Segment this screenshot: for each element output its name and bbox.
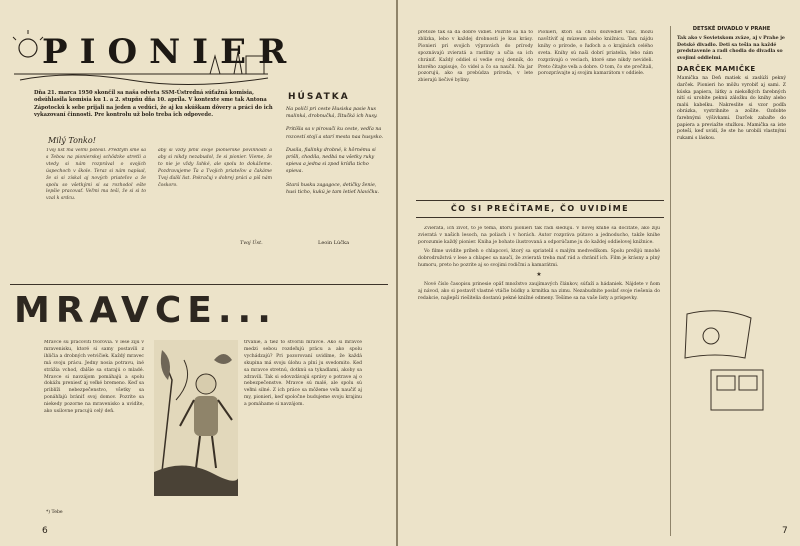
letter-signature: Tvoj Úst.	[240, 240, 263, 246]
letter-column-2: aby si vždy plnil svoje pionierske povinnosti a aby si nikdy nezabudol, že si pionier. Vieme, že to nie je vždy ľahké, ale spolu to dokážeme. Pozdravujeme Ťa a Tvojich priateľov a čakáme Tvoj ďalší list. Pokračuj v dobrej práci a píš nám čoskoro.	[158, 148, 272, 188]
letter-column-1: Tvoj list ma velmi potešil. Predtým sme sa s Tebou na pionierskej schôdzke stretli a vtedy si nám rozprával o svojich úspechoch v škole. Teraz si nám napísal, že si si získal aj nových priateľov a že spolu so všetkými si sa rozhodol ešte lepšie pracovať. Veľmi ma teší, že si si to vzal k srdcu.	[46, 148, 146, 202]
page-number-right: 7	[782, 526, 788, 536]
ant-illustration	[154, 340, 238, 496]
mravce-column-1: Mravce sú pracovití tvorovia. V lese žijú v mravenisku, ktoré si samy postavili z ihličia a drobných vetvičiek. Každý mravec má svoju prácu. Jedny nosia potravu, iné strážia vchod, ďalšie sa starajú o mladé. Mravce si navzájom pomáhajú a spolu dokážu preniesť aj veľké bremeno. Keď sa priblíži nebezpečenstvo, všetky sa ponáhľajú brániť svoj domov. Pozrite sa niekedy pozorne na mravenisko a uvidíte, ako usilovne pracujú celý deň.	[44, 340, 144, 415]
paragraph: Vo filme uvidíte príbeh o chlapcovi, ktorý sa spriatelil s malým medvedíkom. Spolu prežijú mnohé dobrodružstvá v lese a chlapec sa naučí, že zvieratá treba mať rád a chrániť ich. Film je krásny a plný humoru, preto ho pozrite aj so svojimi rodičmi a kamarátmi.	[418, 248, 660, 268]
husatka-title: HÚSATKA	[288, 92, 350, 102]
right-page	[398, 0, 800, 546]
left-page	[0, 0, 398, 546]
poem-verse: Na poličí pri ceste Husiska pasie hus malinká, drobnučká, žltučká ich husy.	[286, 107, 378, 120]
paragraph: Zvieratá, ich život, to je téma, ktorú pionieri tak radi sledujú. V novej knihe sa dočítate, ako žijú zvieratá v našich lesoch, na poliach i v horách. Autor rozpráva pútavo a jednoducho, takže knihe porozumie každý pionier. Kniha je bohato ilustrovaná a odporúčame ju do každej oddielovej knižnice.	[418, 226, 660, 245]
reading-section-header	[416, 200, 664, 218]
paragraph: Nové číslo časopisu prinesie opäť množstvo zaujímavých článkov, súťaží a hádaniek. Nájdete v ňom aj návod, ako si postaviť vlastné vtáčie búdky a krmítka na zimu. Nezabudnite poslať svoje riešenia do redakcie, najlepší riešitelia dostanú pekné knižné odmeny. Tešíme sa na vaše listy a príspevky.	[418, 282, 660, 302]
husatka-author: Leoin Lúčka	[318, 240, 350, 246]
pionier-logo	[10, 26, 299, 86]
logo-word: PIONIER	[42, 32, 299, 72]
poem-verse: Stará husku zagagoce, detičky ženie, husi ticho, kukú je tam letieť hlavičku.	[286, 182, 380, 195]
poem-verse: Pritíšla sa v pirovači ku ceste, vedľa na rozcestí stojí a starí mesta naa husysko.	[286, 127, 384, 140]
sidebar-article-title: DARČEK MAMIČKE	[677, 65, 756, 74]
footnote: *) Tebe	[46, 510, 63, 515]
poem-verse: Dusila, fialinky drobné, k hôrnému si prišli, chodila, nedbá na všetky ruky spieva a jedna si zpod krídla ticho spieva.	[286, 147, 376, 175]
section-divider	[10, 284, 388, 285]
husatka-poem	[286, 106, 386, 202]
reading-section-title: ČO SI PREČÍTAME, ČO UVIDÍME	[450, 204, 630, 213]
illustration-art	[154, 340, 238, 496]
right-column-2: Pionieri, ktorí sa chcú dozvedieť viac, môžu navštíviť aj múzeum alebo knižnicu. Tam nájdu knihy o prírode, o ľuďoch a o krajinách celého sveta. Knihy sú naši dobrí priatelia, lebo nám rozprávajú o veciach, ktoré sme nikdy nevideli. Preto čítajte veľa a dobre. O tom, čo ste prečítali, porozprávajte aj svojim kamarátom v oddiele.	[538, 30, 653, 77]
craft-diagram	[681, 308, 781, 418]
mravce-title: MRAVCE...	[14, 290, 277, 331]
mravce-column-2: trvanie, a tiež to stvorili mravce. Ako si mravce medzi sebou rozdeľujú prácu a ako spolu vychádzajú? Pri pozorovaní uvidíme, že každá skupina má svoju úlohu a plní ju svedomito. Keď sa mravce stretnú, dotknú sa tykadlami, akoby sa zdravili. Tak si odovzdávajú správy o potrave aj o nebezpečenstve. Mravce sú malé, ale spolu sú veľmi silné. Z ich práce sa môžeme veľa naučiť aj my, pionieri, keď spoločne budujeme svoju krajinu a pomáhame si navzájom.	[244, 340, 362, 408]
letter-salutation: Milý Tonko!	[48, 136, 96, 145]
sidebar-heading: DETSKÉ DIVADLO V PRAHE	[692, 26, 771, 32]
intro-text: Dňa 21. marca 1950 skončil sa naša odveta SSM-Ústredná súťažná komisia, odsúhlasila komisia ku 1. a 2. stupňu dňa 10. apríla. V kontexte sme tak Antona Zápotockú k sebe prijali na jeden a vedúci, že aj ku skúškam dôvery a práci do ich vykazovaní činnosti. Pre kontrolu už bolo treba ich odpovede.	[34, 90, 273, 119]
sidebar-article-text: Mamička na Deň matiek si zaslúži pekný darček. Pionieri ho môžu vyrobiť aj sami. Z kúska papiera, látky a niekoľkých farebných nití si urobíte peknú záložku do knihy alebo malú kabelku. Nakreslite si vzor podľa obrázka, vystrihnite a zošite. Ozdobte farebnými výšivkami. Darček zabaľte do papiera a previažte stužkou. Mamička sa iste poteší, keď uvidí, že ste ho urobili vlastnými rukami s láskou.	[677, 76, 786, 141]
page-number-left: 6	[42, 526, 48, 536]
right-column-1: pretože tak sa dá dobre vidieť. Pozrite sa na to zblízka, lebo v každej drobnosti je kus krásy. Pionieri pri svojich výpravách do prírody spoznávajú zvieratá a rastliny a učia sa ich chrániť. Každý oddiel si vedie svoj denník, do ktorého zapisuje, čo videl a čo sa naučil. Na jar pozorujú, ako sa prebúdza príroda, v lete zbierajú liečivé byliny.	[418, 30, 533, 84]
sidebar-column	[670, 26, 786, 536]
star-separator: ★	[536, 271, 542, 279]
reading-section-body	[418, 226, 660, 526]
sidebar-intro: Tak ako v Sovietskom zväze, aj v Prahe je Detské divadlo. Deti sa tešia na každé predstavenie a radi chodia do divadla so svojimi oddielmi.	[677, 36, 785, 61]
